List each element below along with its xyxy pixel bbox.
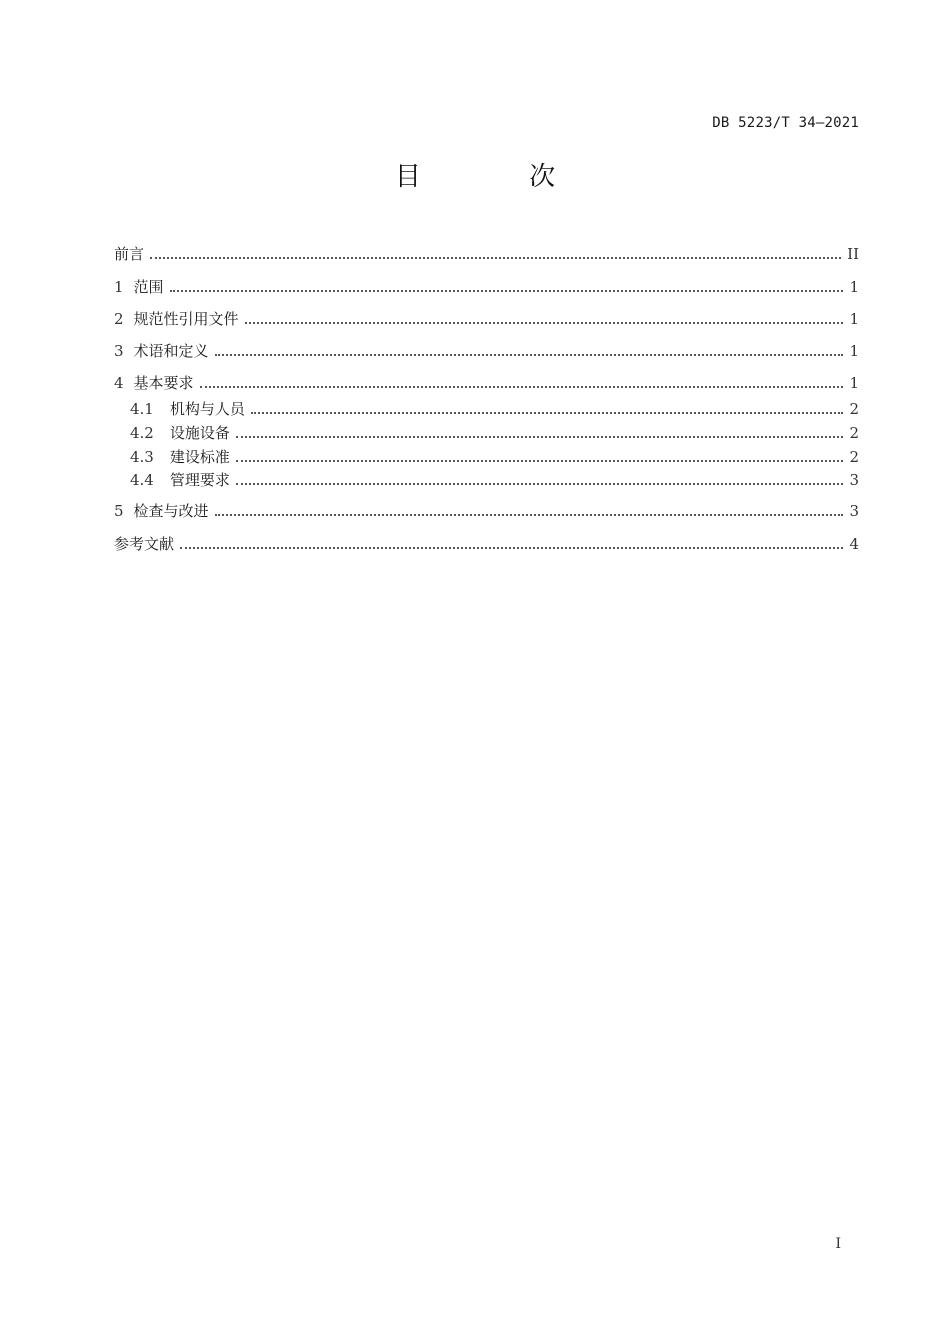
toc-entry-institutions-personnel[interactable] <box>130 398 859 420</box>
toc-entry-page: 2 <box>849 448 859 466</box>
page-title: 目 次 <box>394 162 606 192</box>
toc-entry-title: 前言 <box>114 245 145 263</box>
toc-entry-normative-references[interactable] <box>114 308 859 330</box>
dot-leader <box>236 436 843 438</box>
toc-entry-title: 检查与改进 <box>133 502 209 520</box>
dot-leader <box>180 547 843 549</box>
toc-entry-number: 4.1 <box>130 400 154 418</box>
toc-entry-title: 建设标准 <box>169 448 230 466</box>
toc-entry-number: 3 <box>114 342 124 360</box>
toc-entry-number: 5 <box>114 502 124 520</box>
toc-entry-title: 范围 <box>133 278 164 296</box>
dot-leader <box>236 460 843 462</box>
toc-entry-number: 4.2 <box>130 424 154 442</box>
page-number: I <box>835 1236 841 1252</box>
toc-entry-scope[interactable] <box>114 276 859 298</box>
dot-leader <box>251 412 843 414</box>
toc-entry-title: 机构与人员 <box>169 400 245 418</box>
toc-entry-title: 设施设备 <box>169 424 230 442</box>
toc-entry-number: 4 <box>114 374 124 392</box>
toc-entry-foreword[interactable] <box>114 243 859 265</box>
toc-entry-number: 4.3 <box>130 448 154 466</box>
toc-entry-basic-requirements[interactable] <box>114 372 859 394</box>
dot-leader <box>150 257 841 259</box>
toc-entry-page: II <box>847 245 859 263</box>
toc-entry-terms-definitions[interactable] <box>114 340 859 362</box>
toc-entry-title: 参考文献 <box>114 535 175 553</box>
document-code: DB 5223/T 34—2021 <box>712 115 859 131</box>
toc-entry-page: 4 <box>849 535 859 553</box>
toc-entry-page: 2 <box>849 400 859 418</box>
toc-entry-title: 管理要求 <box>169 471 230 489</box>
toc-entry-page: 3 <box>849 471 859 489</box>
toc-entry-page: 1 <box>849 310 859 328</box>
toc-entry-title: 规范性引用文件 <box>133 310 239 328</box>
dot-leader <box>215 514 843 516</box>
dot-leader <box>236 483 843 485</box>
toc-entry-inspection-improvement[interactable] <box>114 500 859 522</box>
dot-leader <box>170 290 843 292</box>
toc-entry-page: 1 <box>849 342 859 360</box>
toc-entry-page: 1 <box>849 374 859 392</box>
toc-entry-number: 1 <box>114 278 124 296</box>
toc-entry-title: 基本要求 <box>133 374 194 392</box>
toc-entry-number: 4.4 <box>130 471 154 489</box>
toc-entry-page: 1 <box>849 278 859 296</box>
toc-entry-number: 2 <box>114 310 124 328</box>
dot-leader <box>215 354 843 356</box>
toc-entry-management-requirements[interactable] <box>130 469 859 491</box>
toc-entry-page: 3 <box>849 502 859 520</box>
toc-entry-title: 术语和定义 <box>133 342 209 360</box>
dot-leader <box>245 322 843 324</box>
toc-entry-construction-standards[interactable] <box>130 446 859 468</box>
toc-entry-page: 2 <box>849 424 859 442</box>
dot-leader <box>200 386 843 388</box>
toc-entry-facilities-equipment[interactable] <box>130 422 859 444</box>
toc-entry-bibliography[interactable] <box>114 533 859 555</box>
